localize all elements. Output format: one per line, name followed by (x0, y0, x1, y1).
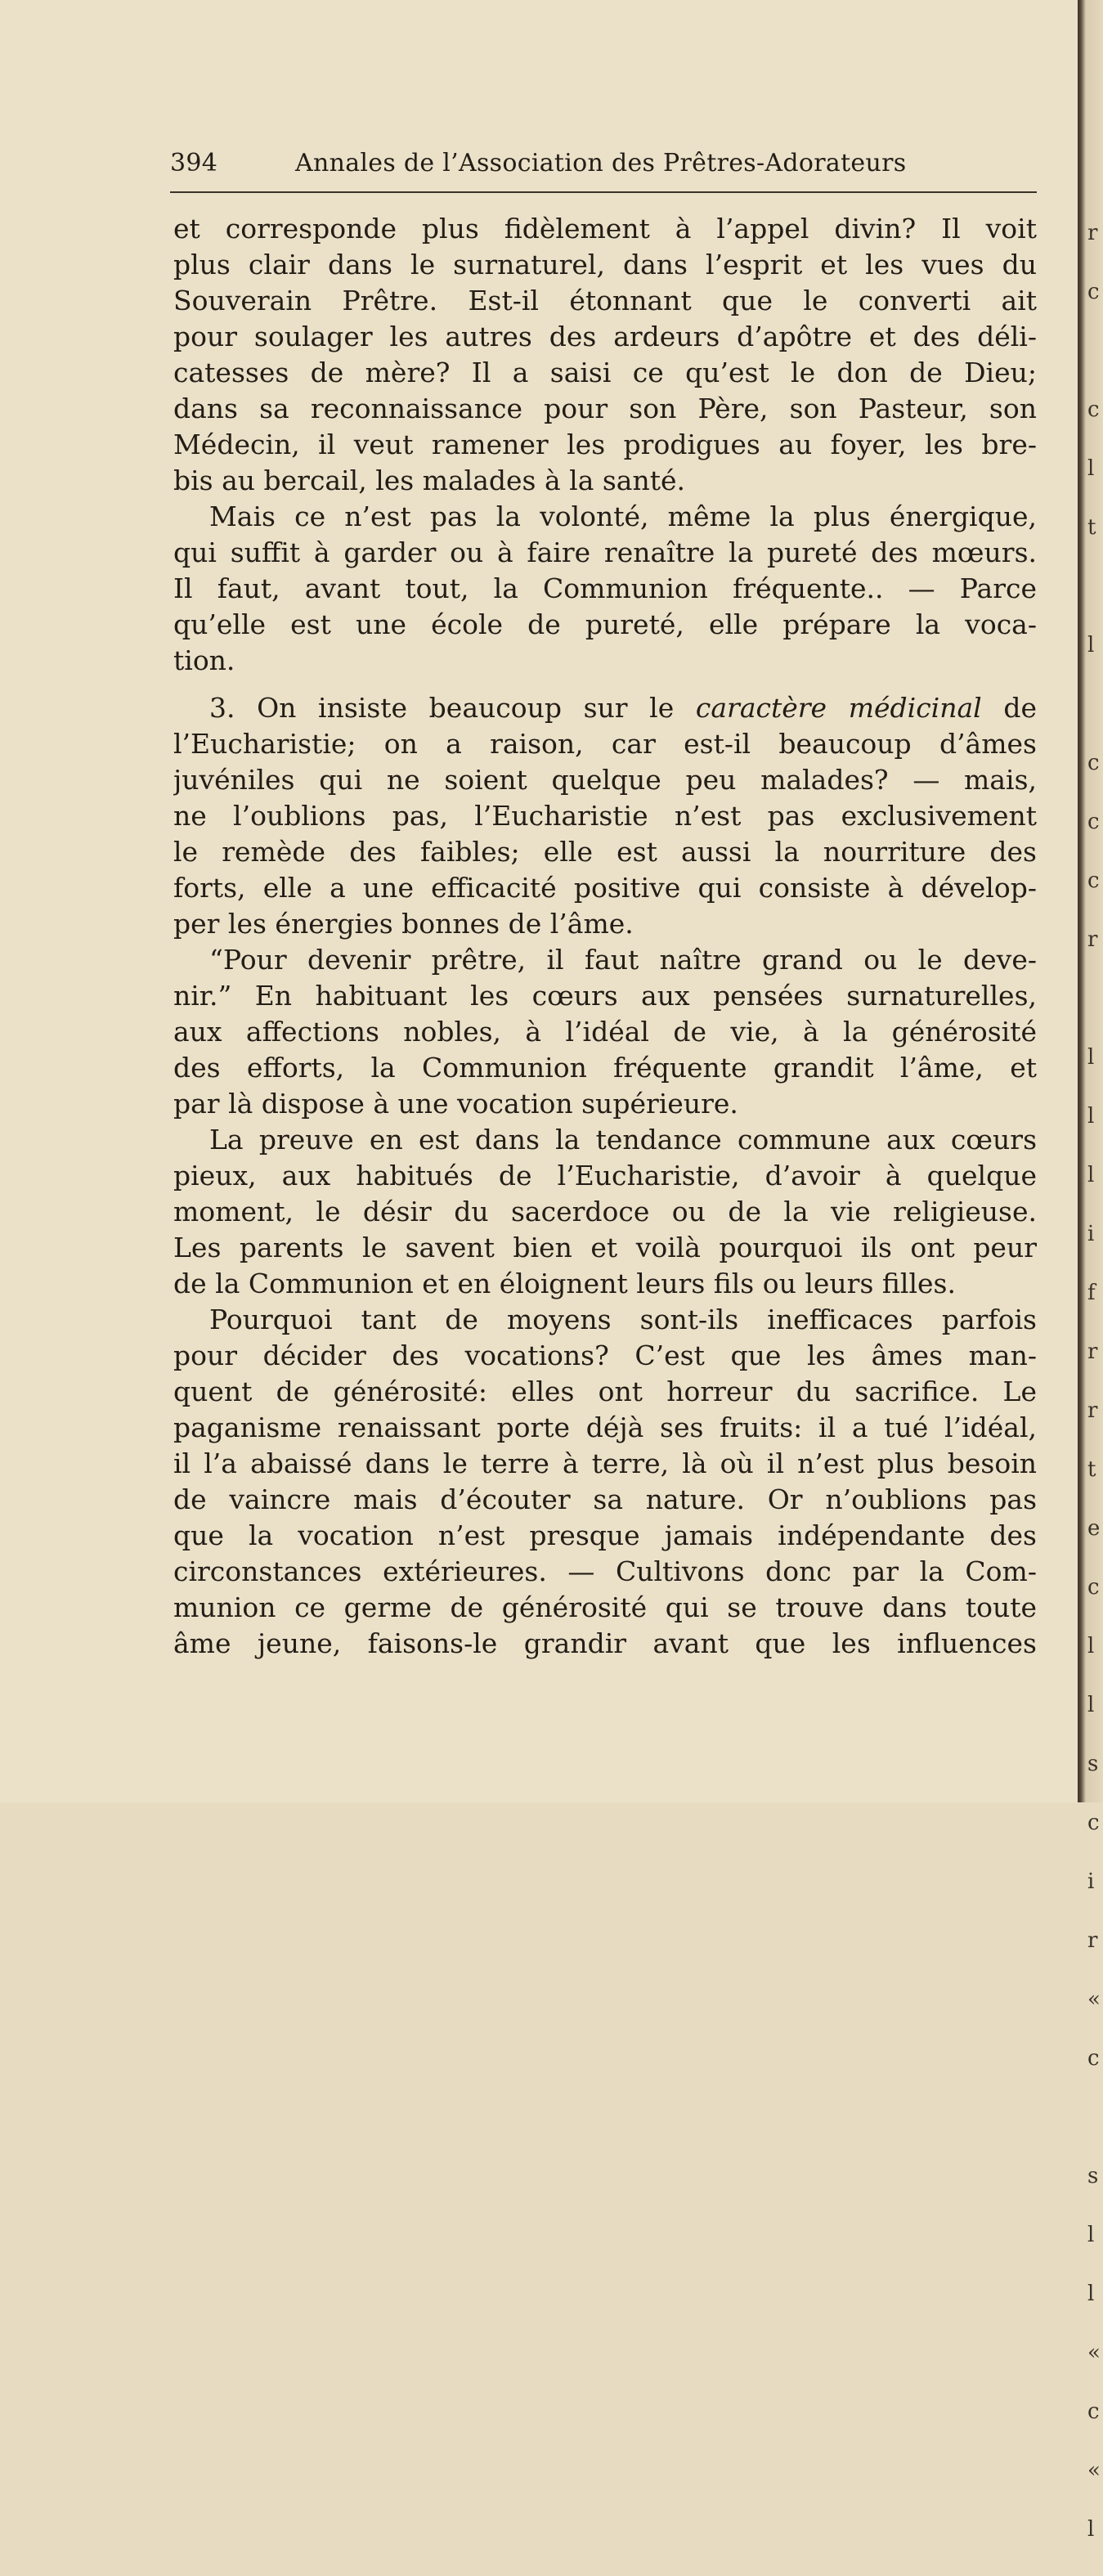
text-line: Il faut, avant tout, la Communion fréquente.. — Parce (173, 572, 1037, 604)
text-line: juvéniles qui ne soient quelque peu malades? — mais, (173, 764, 1037, 796)
text-line: plus clair dans le surnaturel, dans l’esprit et les vues du (173, 249, 1037, 280)
text-line: aux affections nobles, à l’idéal de vie, à la générosité (173, 1016, 1037, 1048)
text-segment: de (1003, 692, 1037, 724)
text-line: dans sa reconnaissance pour son Père, son Pasteur, son (173, 393, 1037, 424)
text-line: nir.” En habituant les cœurs aux pensées surnaturelles, (173, 980, 1037, 1012)
edge-letter (1087, 986, 1103, 1045)
body-text (173, 211, 1037, 1662)
text-line: Les parents le savent bien et voilà pourquoi ils ont peur (173, 1232, 1037, 1263)
text-line: pour décider des vocations? C’est que les âmes man- (173, 1340, 1037, 1371)
text-line: par là dispose à une vocation supérieure. (173, 1088, 738, 1120)
text-line: Pourquoi tant de moyens sont-ils inefficaces parfois (209, 1304, 1037, 1335)
text-line: Souverain Prêtre. Est-il étonnant que le converti ait (173, 285, 1037, 316)
text-line: des efforts, la Communion fréquente grandit l’âme, et (173, 1052, 1037, 1084)
text-line: munion ce germe de générosité qui se trouve dans toute (173, 1591, 1037, 1623)
page-number: 394 (170, 149, 218, 177)
text-line: qui suffit à garder ou à faire renaître la pureté des mœurs. (173, 536, 1037, 568)
text-line: il l’a abaissé dans le terre à terre, là où il n’est plus besoin (173, 1447, 1037, 1479)
text-line: forts, elle a une efficacité positive qui consiste à dévelop- (173, 872, 1037, 904)
edge-letter: l (1087, 1634, 1095, 1658)
edge-letter: c (1087, 810, 1100, 834)
italic-phrase: caractère médicinal (695, 692, 982, 724)
text-line: pour soulager les autres des ardeurs d’apôtre et des déli- (173, 321, 1037, 352)
text-line: âme jeune, faisons-le grandir avant que les influences (173, 1627, 1037, 1659)
facing-page-letters (1087, 221, 1103, 2576)
edge-letter: l (1087, 2517, 1095, 2542)
edge-letter: c (1087, 280, 1100, 304)
text-line: Médecin, il veut ramener les prodigues au foyer, les bre- (173, 429, 1037, 460)
edge-letter (1087, 339, 1103, 397)
text-line: Mais ce n’est pas la volonté, même la plus énergique, (209, 500, 1037, 532)
edge-letter: l (1087, 456, 1095, 481)
edge-letter: f (1087, 1281, 1096, 1305)
text-segment: 3. On insiste beaucoup sur le (209, 692, 675, 724)
edge-letter: c (1087, 2399, 1100, 2424)
text-line: moment, le désir du sacerdoce ou de la vie religieuse. (173, 1196, 1037, 1227)
text-line: bis au bercail, les malades à la santé. (173, 464, 686, 496)
edge-letter: c (1087, 1811, 1100, 1835)
text-line-section-3 (173, 690, 1037, 726)
text-line: que la vocation n’est presque jamais indépendante des (173, 1519, 1037, 1551)
text-line: La preuve en est dans la tendance commune aux cœurs (209, 1124, 1037, 1156)
text-line: quent de générosité: elles ont horreur du sacrifice. Le (173, 1376, 1037, 1407)
edge-letter: c (1087, 397, 1100, 422)
edge-letter: c (1087, 2046, 1100, 2071)
edge-letter: l (1087, 2223, 1095, 2247)
edge-letter: « (1087, 2458, 1101, 2483)
text-line: de vaincre mais d’écouter sa nature. Or n’oublions pas (173, 1483, 1037, 1515)
edge-letter: i (1087, 1222, 1095, 1246)
text-line: qu’elle est une école de pureté, elle prépare la voca- (173, 608, 1037, 640)
edge-letter: s (1087, 1752, 1099, 1776)
edge-letter: r (1087, 927, 1098, 952)
edge-letter: « (1087, 2340, 1101, 2365)
text-line: “Pour devenir prêtre, il faut naître grand ou le deve- (209, 944, 1037, 976)
text-line: et corresponde plus fidèlement à l’appel divin? Il voit (173, 213, 1037, 245)
text-line: catesses de mère? Il a saisi ce qu’est le don de Dieu; (173, 357, 1037, 388)
edge-letter: r (1087, 1340, 1098, 1364)
text-line: paganisme renaissant porte déjà ses fruits: il a tué l’idéal, (173, 1411, 1037, 1443)
edge-letter: l (1087, 2282, 1095, 2306)
edge-letter: s (1087, 2164, 1099, 2188)
edge-letter: r (1087, 1398, 1098, 1423)
text-line: circonstances extérieures. — Cultivons donc par la Com- (173, 1555, 1037, 1587)
text-line: de la Communion et en éloignent leurs fils ou leurs filles. (173, 1268, 956, 1299)
edge-letter (1087, 692, 1103, 751)
edge-letter: l (1087, 1104, 1095, 1129)
text-line: per les énergies bonnes de l’âme. (173, 908, 634, 940)
edge-letter: l (1087, 1693, 1095, 1717)
text-line: ne l’oublions pas, l’Eucharistie n’est pas exclusivement (173, 800, 1037, 832)
text-line: le remède des faibles; elle est aussi la nourriture des (173, 836, 1037, 868)
edge-letter: l (1087, 633, 1095, 657)
edge-letter (1087, 2105, 1103, 2164)
edge-letter: r (1087, 221, 1098, 245)
edge-letter: r (1087, 1928, 1098, 1953)
text-line: l’Eucharistie; on a raison, car est-il beaucoup d’âmes (173, 728, 1037, 760)
edge-letter: c (1087, 868, 1100, 893)
edge-letter: l (1087, 1163, 1095, 1187)
text-line: tion. (173, 644, 235, 676)
edge-letter: t (1087, 1457, 1096, 1482)
edge-letter: l (1087, 1045, 1095, 1070)
edge-letter: « (1087, 1987, 1101, 2012)
header-rule (170, 191, 1037, 193)
edge-letter (1087, 574, 1103, 633)
edge-letter: c (1087, 751, 1100, 775)
text-line: pieux, aux habitués de l’Eucharistie, d’avoir à quelque (173, 1160, 1037, 1192)
edge-letter: i (1087, 1869, 1095, 1894)
edge-letter: e (1087, 1516, 1101, 1541)
edge-letter: t (1087, 515, 1096, 540)
edge-letter: c (1087, 1575, 1100, 1600)
running-title: Annales de l’Association des Prêtres-Adorateurs (295, 149, 907, 177)
